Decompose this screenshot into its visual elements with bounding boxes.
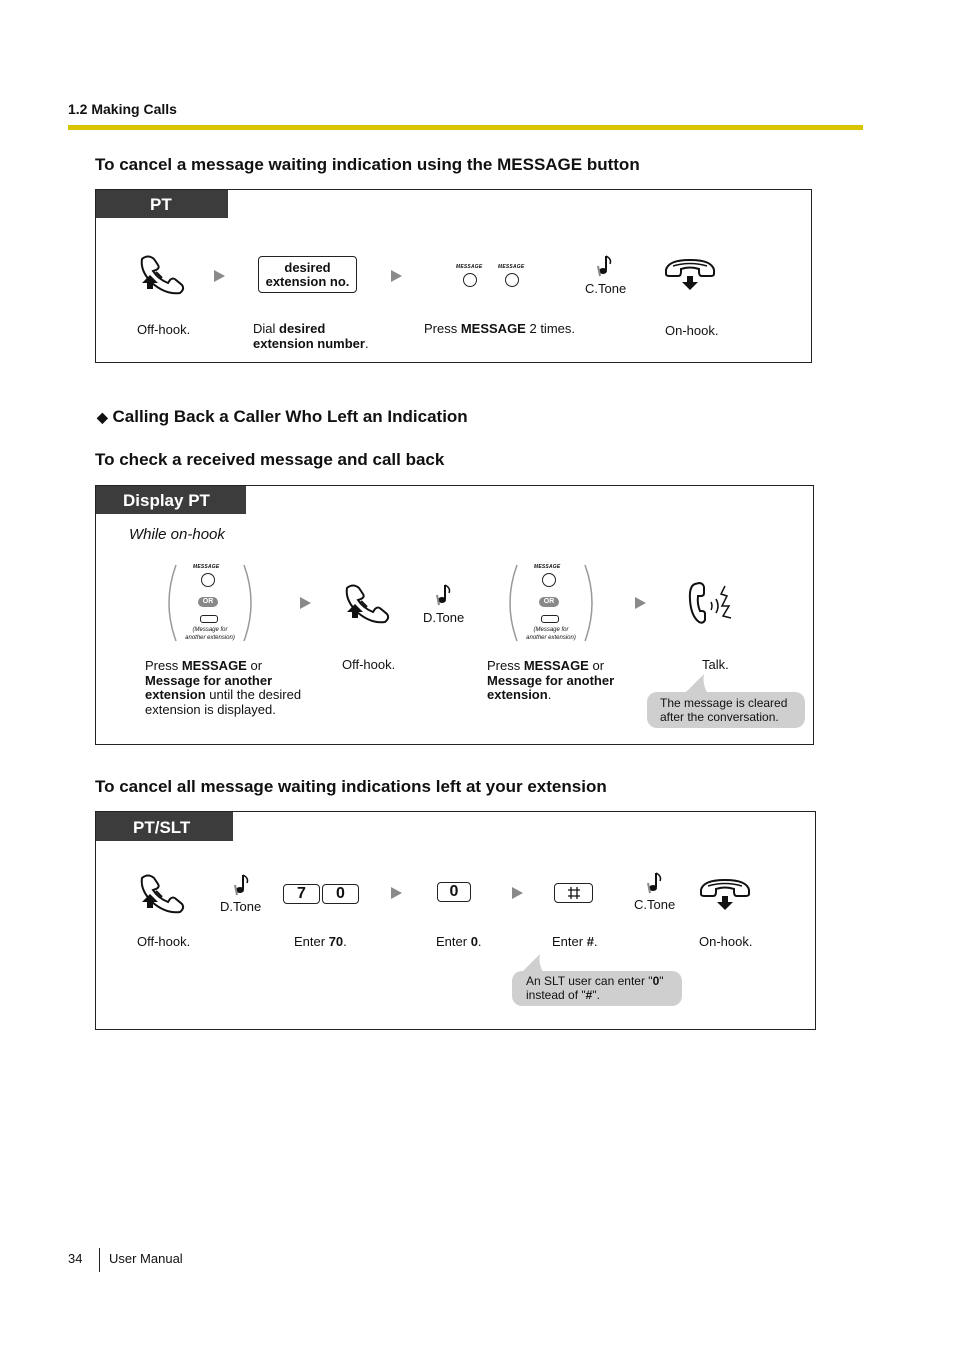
section1-title: To cancel a message waiting indication using the MESSAGE button	[95, 155, 640, 174]
message-button-label: MESSAGE	[534, 564, 561, 570]
tone-label: D.Tone	[423, 610, 465, 625]
message-button-label: MESSAGE	[456, 264, 483, 270]
tab-pt-slt: PT/SLT	[96, 812, 233, 841]
caption-press-message-or-2: Press MESSAGE or Message for another extension.	[487, 658, 615, 702]
desired-extension-key: desired extension no.	[258, 256, 357, 293]
key-hash	[554, 883, 593, 903]
caption-offhook: Off-hook.	[137, 322, 191, 337]
step-arrow	[391, 270, 402, 282]
tone-note-icon	[435, 583, 455, 607]
message-button-group	[162, 563, 258, 643]
while-onhook-label: While on-hook	[129, 526, 225, 543]
message-button-icon	[542, 573, 556, 587]
note-bubble: The message is cleared after the conversation.	[647, 692, 805, 728]
message-button-icon	[463, 273, 477, 287]
hash-icon	[567, 886, 581, 900]
diamond-bullet-icon: ◆	[97, 409, 108, 425]
section1-box	[95, 189, 812, 363]
caption-enter-70: Enter 70.	[294, 934, 347, 949]
tone-label: C.Tone	[585, 281, 627, 296]
offhook-handset-icon	[341, 582, 393, 624]
step-arrow	[214, 270, 225, 282]
header-rule	[68, 125, 863, 130]
message-button-icon	[201, 573, 215, 587]
caption-press-message-or: Press MESSAGE or Message for another extension until the desired extension is displayed.	[145, 658, 302, 717]
message-button-label: MESSAGE	[193, 564, 220, 570]
message-for-other-button-icon	[200, 615, 218, 623]
offhook-handset-icon	[136, 872, 188, 914]
or-badge: OR	[539, 597, 559, 607]
caption-press-message: Press MESSAGE 2 times.	[424, 321, 575, 336]
section2-box	[95, 485, 814, 745]
key-0: 0	[437, 882, 471, 902]
footer-label: User Manual	[109, 1251, 183, 1266]
page-number: 34	[68, 1251, 83, 1266]
message-for-other-label: (Message for another extension)	[185, 627, 235, 641]
step-arrow	[300, 597, 311, 609]
bubble-tail	[680, 674, 710, 694]
tone-note-icon	[646, 871, 666, 895]
or-badge: OR	[198, 597, 218, 607]
step-arrow	[512, 887, 523, 899]
caption-onhook: On-hook.	[699, 934, 753, 949]
caption-offhook: Off-hook.	[342, 657, 396, 672]
message-for-other-button-icon	[541, 615, 559, 623]
section2-heading: ◆ Calling Back a Caller Who Left an Indication	[97, 407, 468, 426]
message-button-label: MESSAGE	[498, 264, 525, 270]
tab-display-pt: Display PT	[96, 486, 246, 514]
message-button-group	[503, 563, 599, 643]
caption-offhook: Off-hook.	[137, 934, 191, 949]
note-bubble: An SLT user can enter "0" instead of "#".	[512, 971, 682, 1006]
tone-label: D.Tone	[220, 899, 262, 914]
caption-dial: Dial desired extension number.	[253, 321, 369, 351]
onhook-handset-icon	[664, 258, 716, 292]
offhook-handset-icon	[136, 253, 188, 295]
tone-note-icon	[233, 873, 253, 897]
tab-pt: PT	[96, 190, 228, 218]
step-arrow	[635, 597, 646, 609]
message-for-other-label: (Message for another extension)	[526, 627, 576, 641]
caption-onhook: On-hook.	[665, 323, 719, 338]
step-arrow	[391, 887, 402, 899]
footer-divider	[99, 1248, 100, 1272]
message-button-icon	[505, 273, 519, 287]
tone-label: C.Tone	[634, 897, 676, 912]
caption-enter-0: Enter 0.	[436, 934, 482, 949]
section3-box	[95, 811, 816, 1030]
section2-subtitle: To check a received message and call back	[95, 450, 445, 469]
tone-note-icon	[596, 254, 616, 278]
section3-title: To cancel all message waiting indications left at your extension	[95, 777, 607, 796]
talk-handset-icon	[687, 580, 735, 626]
section-header: 1.2 Making Calls	[68, 101, 177, 117]
caption-talk: Talk.	[702, 657, 729, 672]
key-7: 7	[283, 884, 320, 904]
onhook-handset-icon	[699, 878, 751, 912]
key-0: 0	[322, 884, 359, 904]
caption-enter-hash: Enter #.	[552, 934, 598, 949]
